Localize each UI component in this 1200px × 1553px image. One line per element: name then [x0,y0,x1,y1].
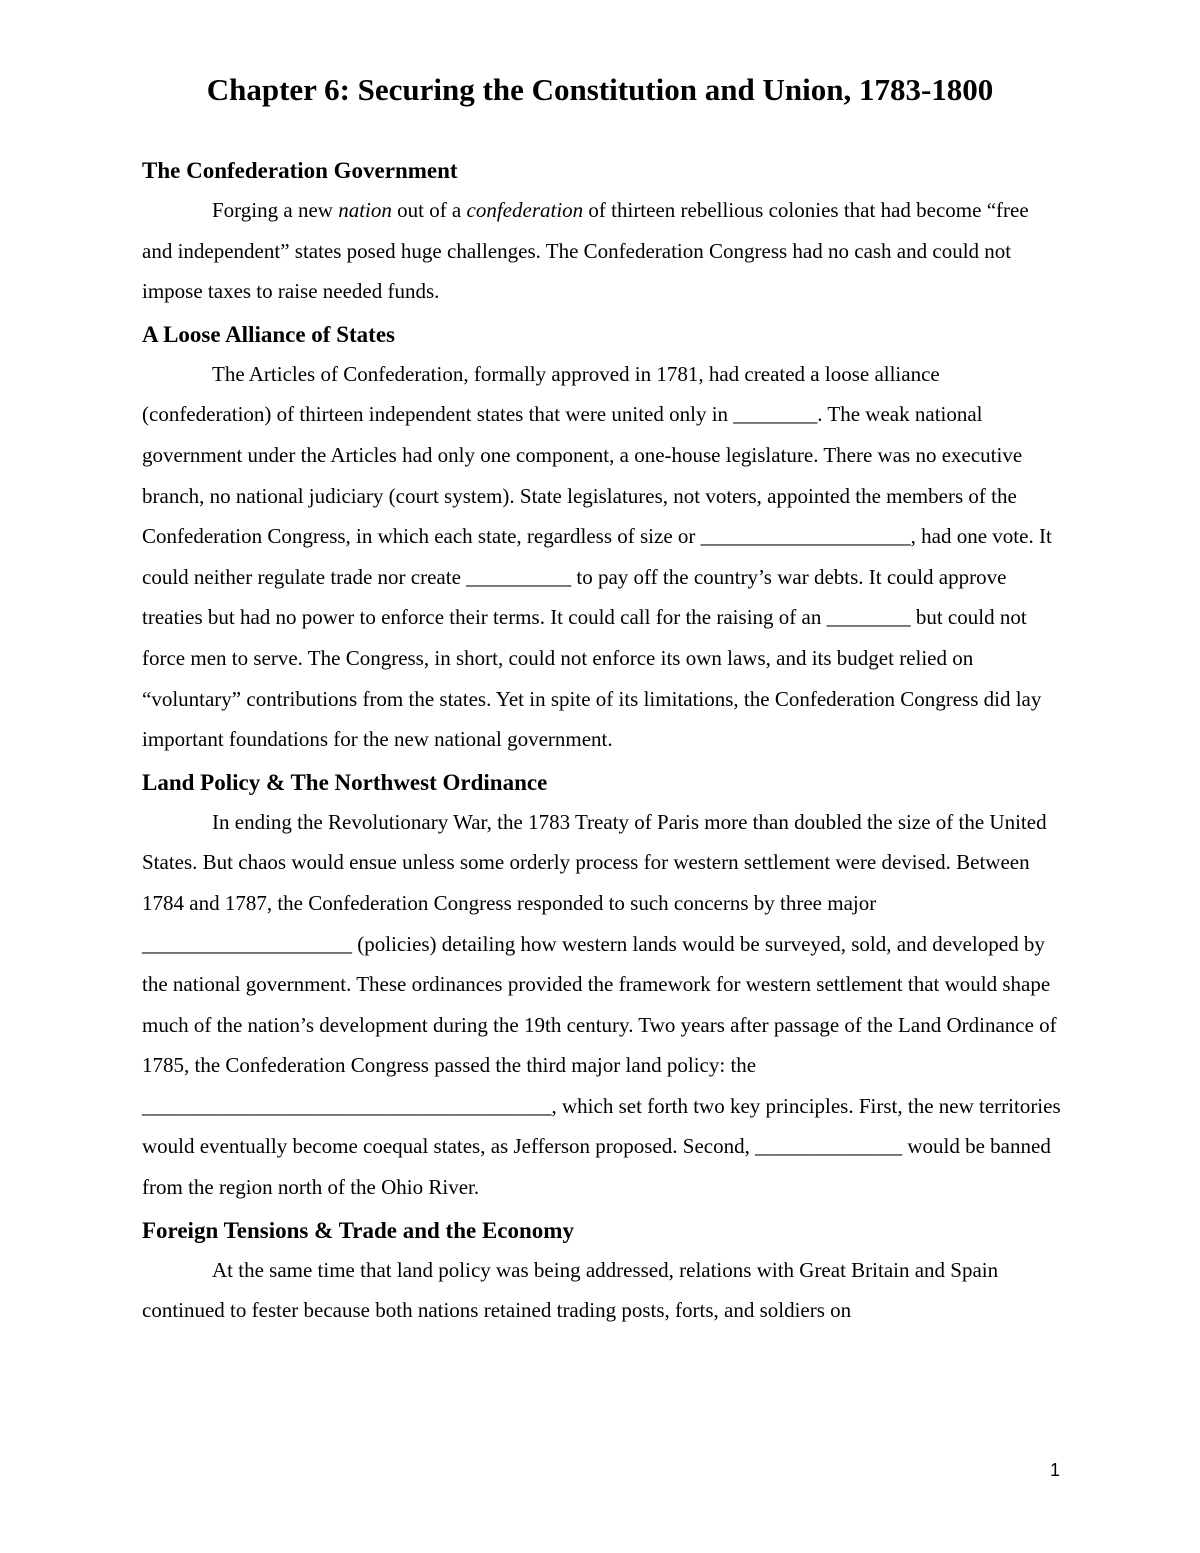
text-run: of thirteen rebellious colonies that had become “free and independent” states posed huge challenges. The Confederation Congress had no cash and could not impose taxes to raise needed funds. [142,198,1029,304]
section-paragraph [142,190,1062,312]
page-number: 1 [1049,1460,1060,1480]
text-run: out of a [391,198,467,222]
page-title: Chapter 6: Securing the Constitution and Union, 1783-1800 [206,72,994,107]
text-run: The Articles of Confederation, formally approved in 1781, had created a loose alliance (confederation) of thirteen independent states that were united only in ________. The weak national government under the Articles had only one component, a one-house legislature. There was no executive branch, no national judiciary (court system). State legislatures, not voters, appointed the members of the Confederation Congress, in which each state, regardless of size or ____________________, had one vote. It could neither regulate trade nor create __________ to pay off the country’s war debts. It could approve treaties but had no power to enforce their terms. It could call for the raising of an ________ but could not force men to serve. The Congress, in short, could not enforce its own laws, and its budget relied on “voluntary” contributions from the states. Yet in spite of its limitations, the Confederation Congress did lay important foundations for the new national government. [142,361,1052,752]
text-run: At the same time that land policy was being addressed, relations with Great Britain and Spain continued to fester because both nations retained trading posts, forts, and soldiers on [142,1257,999,1323]
text-run: , which set forth two key principles. First, the new territories would eventually become coequal states, as Jefferson proposed. Second, ______________ would be banned from the region north of the Ohio River. [142,1093,1061,1200]
section-paragraph [142,1250,1062,1331]
italic-term: confederation [466,198,584,222]
document-body [142,148,1062,1331]
section-heading: The Confederation Government [142,158,458,183]
text-run: _______________________________________ [142,1093,552,1118]
section-heading: A Loose Alliance of States [142,321,395,347]
italic-term: nation [338,198,392,222]
section-paragraph [142,802,1062,1208]
section-paragraph [142,354,1062,760]
section-heading: Foreign Tensions & Trade and the Economy [142,1217,574,1243]
text-run: Forging a new [212,198,339,222]
section-heading: Land Policy & The Northwest Ordinance [142,769,548,795]
text-run: In ending the Revolutionary War, the 1783 Treaty of Paris more than doubled the size of the United States. But chaos would ensue unless some orderly process for western settlement were devised. Between 1784 and 1787, the Confederation Congress responded to such concerns by three major ____________________ (policies) detailing how western lands would be surveyed, sold, and developed by the national government. These ordinances provided the framework for western settlement that would shape much of the nation’s development during the 19th century. Two years after passage of the Land Ordinance of 1785, the Confederation Congress passed the third major land policy: the [142,809,1057,1078]
